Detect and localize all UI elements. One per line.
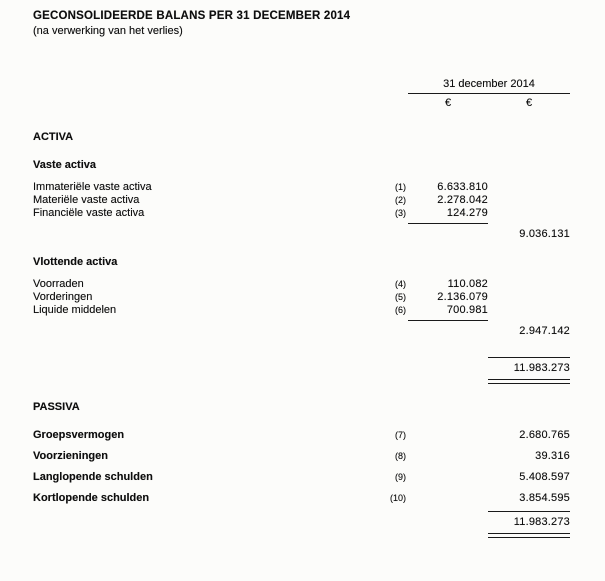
table-row xyxy=(33,278,570,291)
subtotal-rule xyxy=(408,320,488,321)
vlottende-activa-heading: Vlottende activa xyxy=(33,256,118,268)
row-value: 110.082 xyxy=(447,278,488,290)
row-value: 2.278.042 xyxy=(437,194,488,206)
table-row xyxy=(33,181,570,194)
document-title: GECONSOLIDEERDE BALANS PER 31 DECEMBER 2014 xyxy=(33,10,351,22)
grand-total-double-rule xyxy=(488,533,570,538)
row-label: Vorderingen xyxy=(33,291,93,303)
table-row xyxy=(33,446,570,467)
activa-total: 11.983.273 xyxy=(513,362,570,374)
row-ref: (3) xyxy=(395,208,406,218)
euro-symbol-col1: € xyxy=(444,97,452,109)
row-ref: (2) xyxy=(395,195,406,205)
subtotal-rule xyxy=(408,223,488,224)
vlottende-subtotal-row xyxy=(33,325,570,338)
row-value: 2.136.079 xyxy=(437,291,488,303)
row-value: 39.316 xyxy=(535,450,570,462)
euro-symbol-col2: € xyxy=(525,97,533,109)
vaste-activa-rows xyxy=(33,181,570,220)
grand-total-double-rule xyxy=(488,379,570,384)
row-label: Liquide middelen xyxy=(33,304,117,316)
table-row xyxy=(33,425,570,446)
row-ref: (1) xyxy=(395,182,406,192)
row-label: Langlopende schulden xyxy=(33,471,153,483)
table-row xyxy=(33,304,570,317)
column-header xyxy=(33,78,570,109)
row-label: Financiële vaste activa xyxy=(33,207,145,219)
vlottende-subtotal-rule-row xyxy=(33,320,570,321)
row-label: Kortlopende schulden xyxy=(33,492,150,504)
row-ref: (4) xyxy=(395,279,406,289)
total-rule xyxy=(488,357,570,358)
table-row xyxy=(33,467,570,488)
row-value: 5.408.597 xyxy=(519,471,570,483)
vlottende-activa-rows xyxy=(33,278,570,317)
row-label: Immateriële vaste activa xyxy=(33,181,152,193)
row-ref: (5) xyxy=(395,292,406,302)
row-ref: (7) xyxy=(395,430,406,440)
activa-total-rule-row xyxy=(33,357,570,358)
table-row xyxy=(33,207,570,220)
activa-total-row xyxy=(33,362,570,375)
row-ref: (10) xyxy=(389,493,406,503)
document-header xyxy=(33,10,570,37)
row-ref: (8) xyxy=(395,451,406,461)
row-value: 124.279 xyxy=(446,207,488,219)
row-value: 6.633.810 xyxy=(437,181,488,193)
date-column-header: 31 december 2014 xyxy=(408,78,570,94)
vaste-subtotal-rule-row xyxy=(33,223,570,224)
subtotal-vaste-activa: 9.036.131 xyxy=(519,228,570,240)
table-row xyxy=(33,194,570,207)
row-value: 3.854.595 xyxy=(519,492,570,504)
row-ref: (9) xyxy=(395,472,406,482)
activa-heading: ACTIVA xyxy=(33,131,74,143)
table-row xyxy=(33,488,570,509)
row-label: Groepsvermogen xyxy=(33,429,125,441)
activa-total-double-rule-row xyxy=(33,379,570,384)
row-label: Voorraden xyxy=(33,278,84,290)
table-row xyxy=(33,291,570,304)
passiva-total-row xyxy=(33,516,570,529)
passiva-total-rule-row xyxy=(33,511,570,512)
subtotal-vlottende-activa: 2.947.142 xyxy=(519,325,570,337)
row-ref: (6) xyxy=(395,305,406,315)
passiva-rows xyxy=(33,425,570,509)
row-label: Voorzieningen xyxy=(33,450,108,462)
row-value: 700.981 xyxy=(446,304,488,316)
vaste-activa-heading: Vaste activa xyxy=(33,159,96,171)
vaste-subtotal-row xyxy=(33,228,570,241)
row-value: 2.680.765 xyxy=(519,429,570,441)
row-label: Materiële vaste activa xyxy=(33,194,140,206)
passiva-heading: PASSIVA xyxy=(33,401,80,413)
passiva-total-double-rule-row xyxy=(33,533,570,538)
total-rule xyxy=(488,511,570,512)
passiva-total: 11.983.273 xyxy=(513,516,570,528)
document-subtitle: (na verwerking van het verlies) xyxy=(33,25,183,37)
